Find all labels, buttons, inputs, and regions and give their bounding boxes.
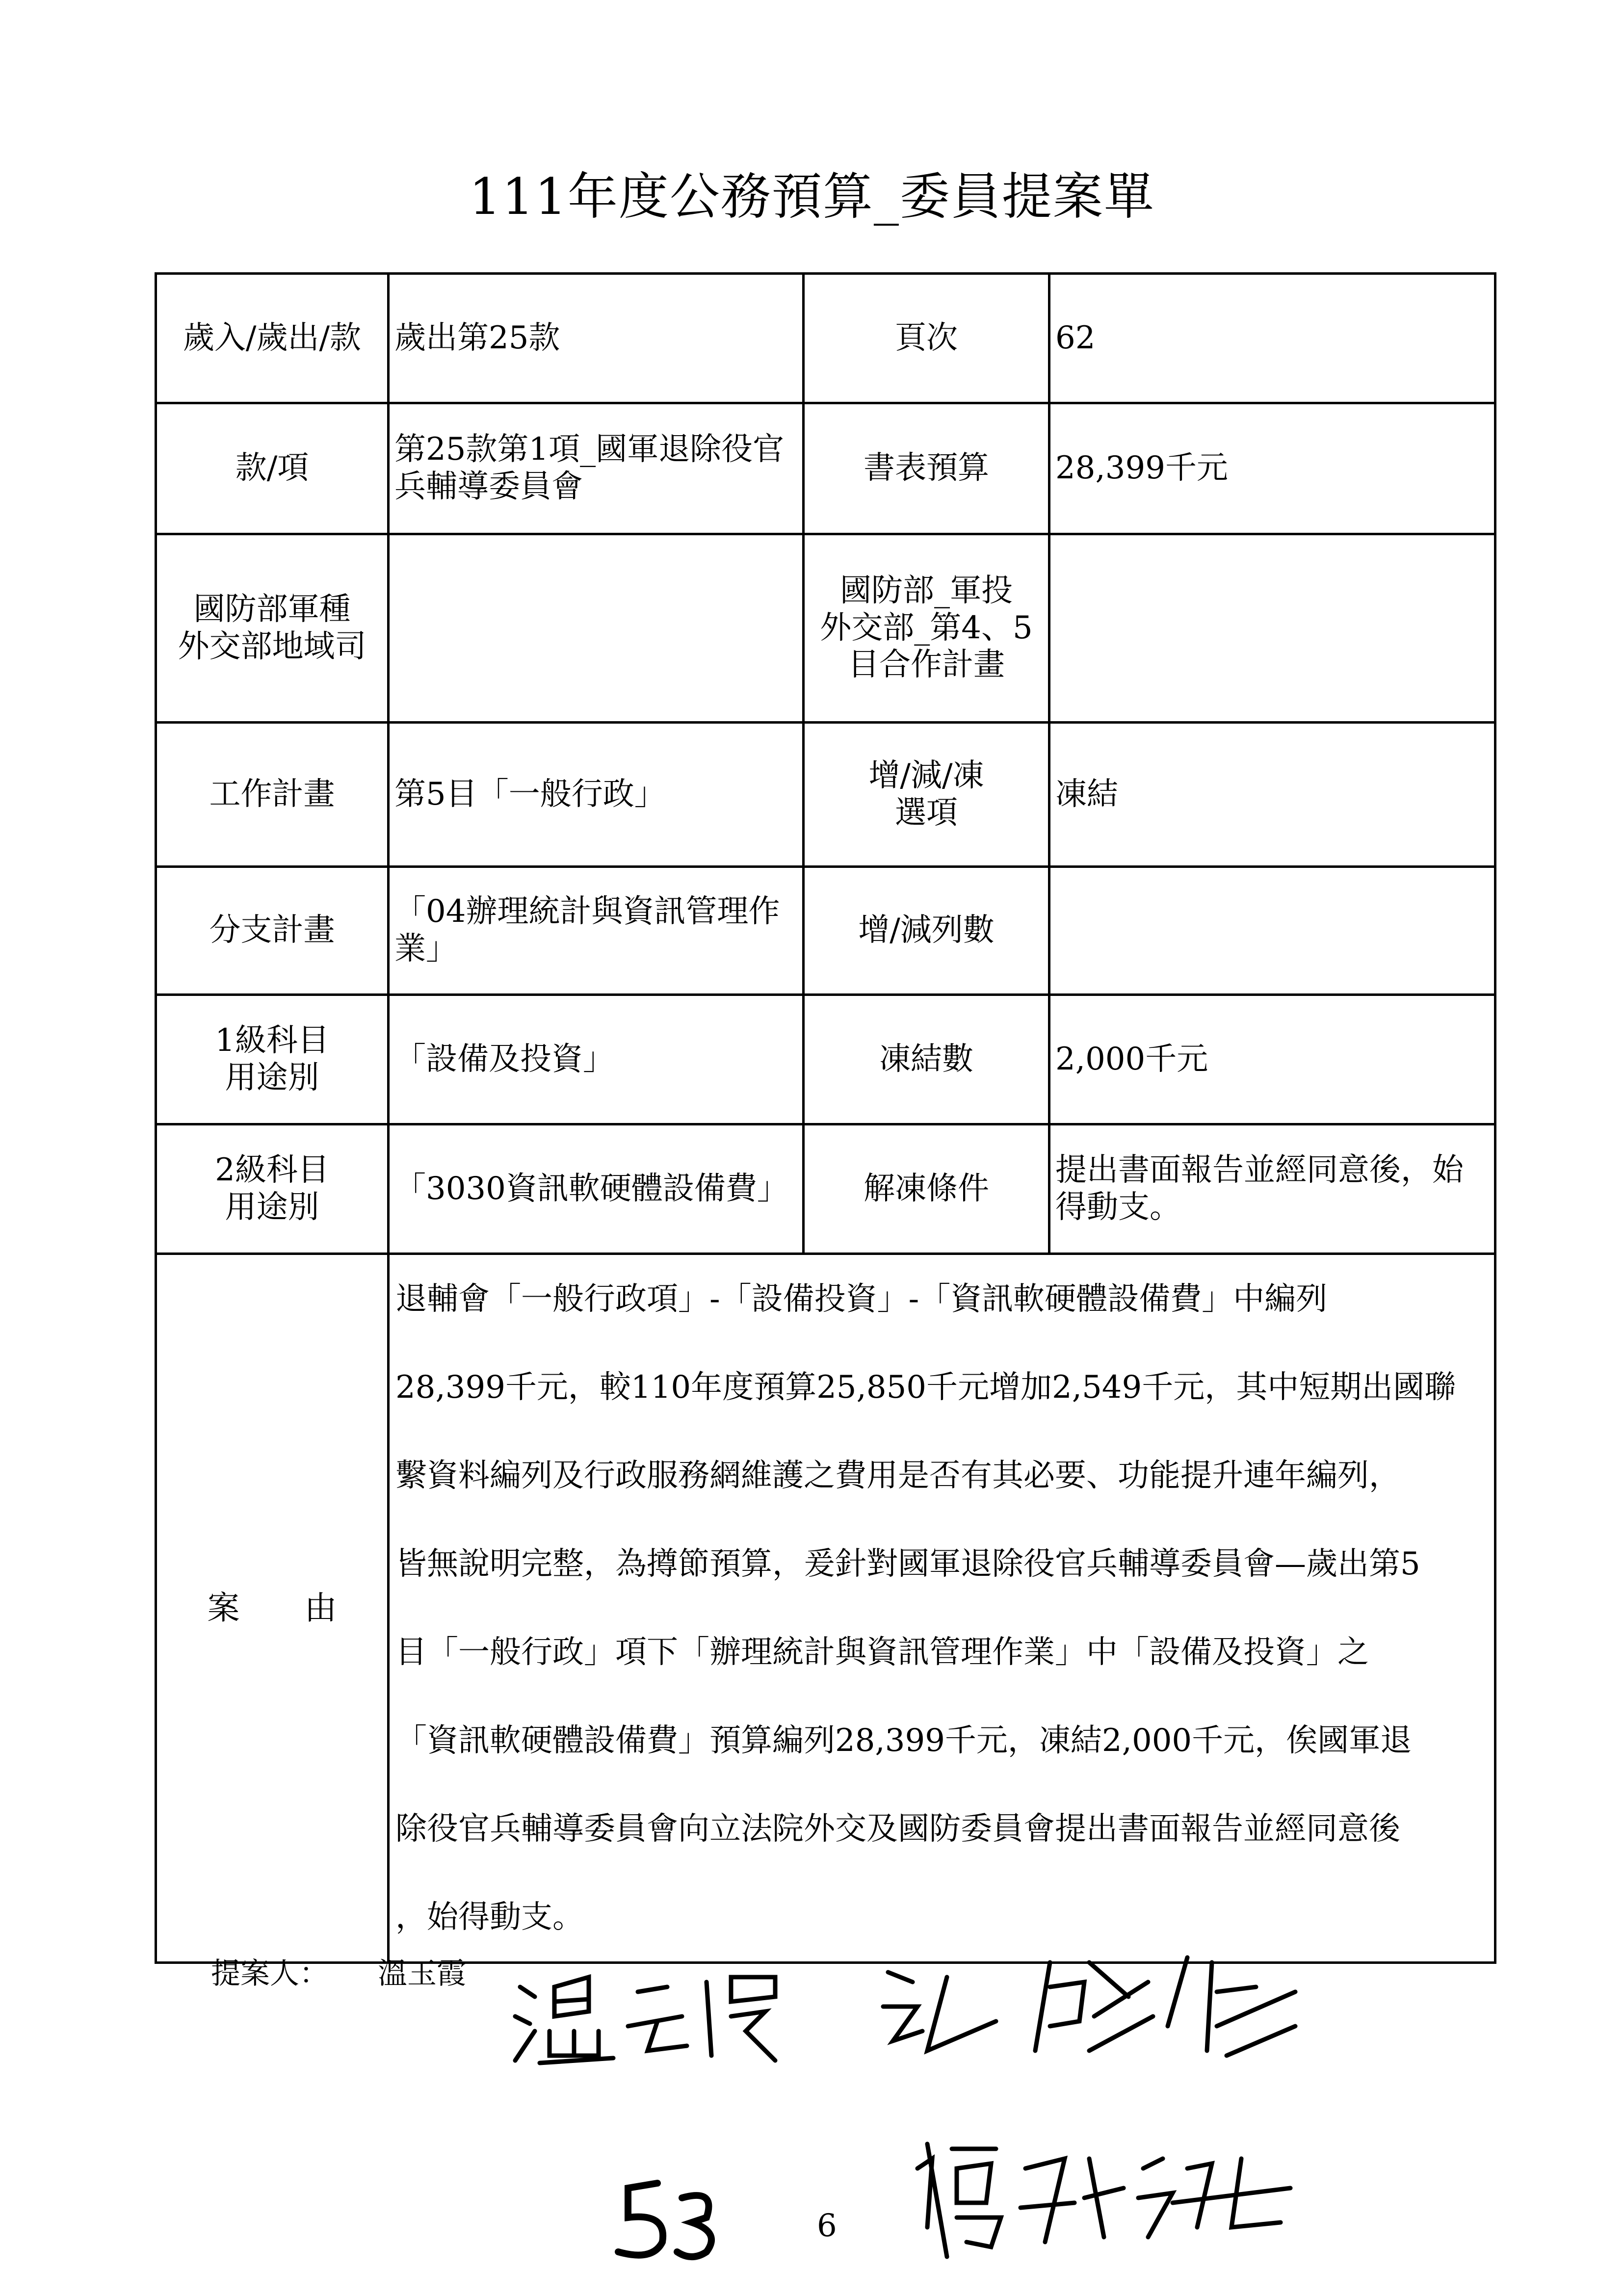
label-cell <box>804 723 1049 867</box>
value-cell <box>1049 867 1495 995</box>
reason-line: 28,399千元，較110年度預算25,850千元增加2,549千元，其中短期出國聯 <box>395 1369 1456 1406</box>
signature-3 <box>898 2129 1300 2267</box>
page-title: 111年度公務預算_委員提案單 <box>469 168 1155 226</box>
value-cell: 提出書面報告並經同意後，始得動支。 <box>1049 1124 1495 1254</box>
proposal-table <box>155 272 1496 1964</box>
reason-line: 皆無說明完整，為撙節預算，爰針對國軍退除役官兵輔導委員會—歲出第5 <box>395 1546 1420 1582</box>
table-row-reason <box>156 1254 1495 1963</box>
label-cell: 款/項 <box>156 403 389 534</box>
value-cell <box>389 534 804 723</box>
label-cell: 增/減列數 <box>804 867 1049 995</box>
table-row <box>156 723 1495 867</box>
label-line: 國防部軍種 <box>193 591 351 627</box>
table-row <box>156 274 1495 403</box>
reason-line: 繫資料編列及行政服務網維護之費用是否有其必要、功能提升連年編列， <box>395 1458 1400 1494</box>
value-cell: 第25款第1項_國軍退除役官兵輔導委員會 <box>389 403 804 534</box>
proposer-label: 提案人： <box>211 1957 329 1991</box>
reason-line: 「資訊軟硬體設備費」預算編列28,399千元，凍結2,000千元，俟國軍退 <box>395 1722 1412 1759</box>
handwritten-number <box>608 2168 726 2267</box>
value-cell: 「3030資訊軟硬體設備費」 <box>389 1124 804 1254</box>
value-cell: 2,000千元 <box>1049 995 1495 1124</box>
label-line: 用途別 <box>225 1059 319 1096</box>
label-cell <box>156 534 389 723</box>
label-line: 外交部地域司 <box>178 628 367 665</box>
label-line: 目合作計畫 <box>848 647 1005 683</box>
label-line: 國防部_軍投 <box>840 573 1013 609</box>
label-line: 用途別 <box>225 1189 319 1226</box>
value-cell <box>1049 534 1495 723</box>
value-cell: 歲出第25款 <box>389 274 804 403</box>
table-row <box>156 995 1495 1124</box>
signature-1 <box>500 1957 805 2070</box>
label-line: 選項 <box>895 794 958 831</box>
proposer-name: 溫玉霞 <box>378 1957 466 1991</box>
signature-2 <box>873 1953 1305 2070</box>
label-line: 外交部_第4、5 <box>820 609 1033 646</box>
reason-line: 除役官兵輔導委員會向立法院外交及國防委員會提出書面報告並經同意後 <box>395 1811 1400 1847</box>
value-cell: 凍結 <box>1049 723 1495 867</box>
label-cell <box>804 534 1049 723</box>
label-cell: 工作計畫 <box>156 723 389 867</box>
label-cell <box>156 1124 389 1254</box>
value-cell: 28,399千元 <box>1049 403 1495 534</box>
value-cell: 62 <box>1049 274 1495 403</box>
table-row <box>156 403 1495 534</box>
value-cell: 第5目「一般行政」 <box>389 723 804 867</box>
table-row <box>156 534 1495 723</box>
label-cell: 歲入/歲出/款 <box>156 274 389 403</box>
table-row <box>156 1124 1495 1254</box>
label-cell <box>156 995 389 1124</box>
reason-text <box>389 1254 1495 1963</box>
value-cell: 「設備及投資」 <box>389 995 804 1124</box>
label-cell: 凍結數 <box>804 995 1049 1124</box>
label-cell: 分支計畫 <box>156 867 389 995</box>
value-cell: 「04辦理統計與資訊管理作業」 <box>389 867 804 995</box>
label-cell: 解凍條件 <box>804 1124 1049 1254</box>
label-cell: 頁次 <box>804 274 1049 403</box>
page-number: 6 <box>817 2208 837 2244</box>
label-line: 增/減/凍 <box>868 757 984 794</box>
reason-line: 退輔會「一般行政項」-「設備投資」-「資訊軟硬體設備費」中編列 <box>395 1281 1328 1317</box>
reason-line: ，始得動支。 <box>395 1899 584 1935</box>
label-line: 1級科目 <box>215 1022 329 1059</box>
reason-line: 目「一般行政」項下「辦理統計與資訊管理作業」中「設備及投資」之 <box>395 1634 1369 1670</box>
label-cell: 書表預算 <box>804 403 1049 534</box>
reason-label: 案 由 <box>156 1254 389 1963</box>
table-row <box>156 867 1495 995</box>
label-line: 2級科目 <box>215 1151 329 1188</box>
